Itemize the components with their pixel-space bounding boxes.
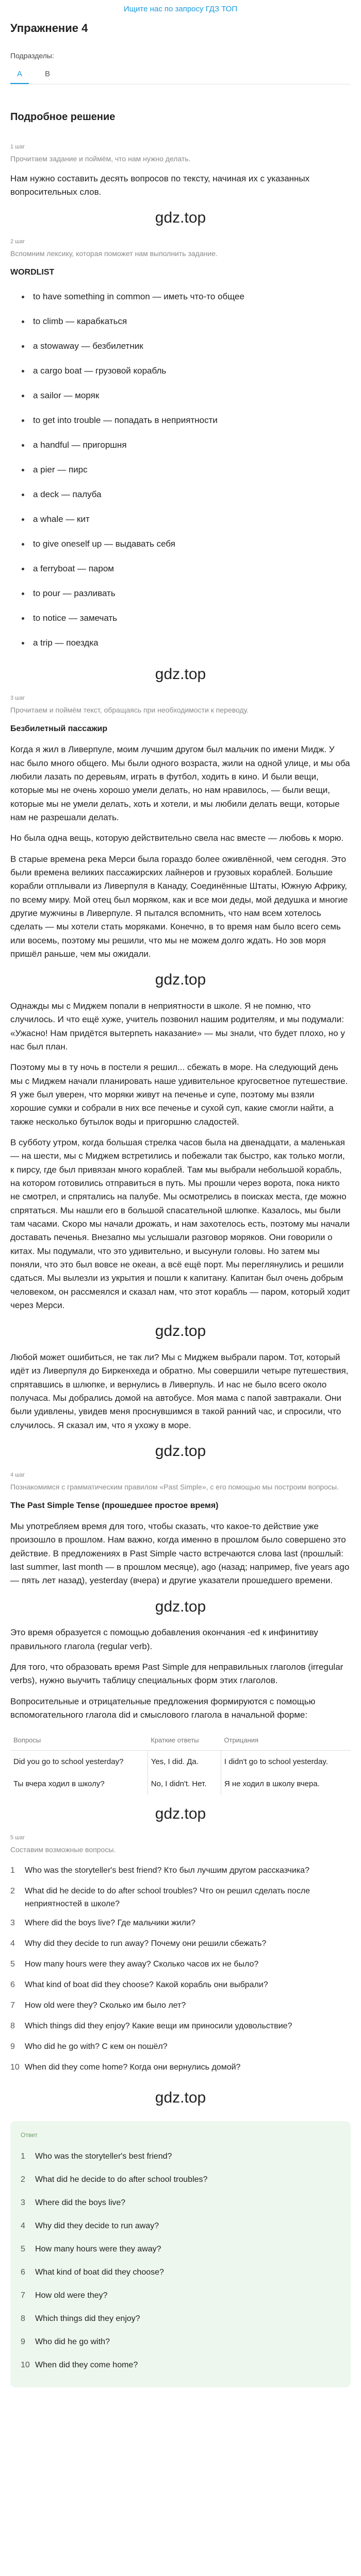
story-paragraph: Но была одна вещь, которую действительно свела нас вместе — любовь к морю.: [10, 833, 344, 843]
story-paragraph: Поэтому мы в ту ночь в постели я решил... сбежать в море. На следующий день мы с Миджем начали планировать наше удивительное кругосветное путешествие. Я уже был уверен, что моряки живут на печенье и супе, поэтому мы взяли хорошие сумки и собрали в них все печенье и сухой суп, какие смогли найти, а также несколько бутылок воды и пригоршню сладостей.: [10, 1062, 348, 1127]
list-item: a deck — палуба: [10, 482, 351, 507]
table-cell: I didn't go to school yesterday.: [224, 1757, 328, 1766]
table-cell: No, I didn't. Нет.: [147, 1773, 221, 1795]
list-item: a whale — кит: [10, 507, 351, 532]
list-item: 5 How many hours were they away? Сколько часов их не было?: [10, 1955, 351, 1976]
table-header: Отрицания: [221, 1731, 351, 1750]
step-2: [10, 238, 351, 656]
step-3: [10, 694, 351, 1432]
table-cell: Ты вчера ходил в школу?: [10, 1773, 147, 1795]
story-heading: Безбилетный пассажир: [10, 724, 108, 734]
step-description: Познакомимся с грамматическим правилом «Past Simple», с его помощью мы построим вопросы.: [10, 1482, 339, 1491]
list-item: a handful — пригоршня: [10, 433, 351, 457]
questions-list: [10, 1861, 351, 2079]
step-tag: 2 шаг: [10, 238, 25, 245]
story-paragraph: Когда я жил в Ливерпуле, моим лучшим другом был мальчик по имени Мидж. У нас было много общего. Мы были одного возраста, жили на одной улице, и мы оба любили лазать по деревьям, играть в футбол, ходить в кино. И были вещи, которые мы не очень хорошо умели делать, но нам нравилось, — были вещи, которые мы не умели делать, хоть и хотели, и мы любили делать вещи, которые нам не разрешали делать.: [10, 744, 350, 822]
step-description: Составим возможные вопросы.: [10, 1845, 116, 1854]
watermark: gdz.top: [155, 1443, 206, 1460]
grammar-heading: The Past Simple Tense (прошедшее простое время): [10, 1501, 219, 1511]
list-item: a sailor — моряк: [10, 383, 351, 408]
answer-text: How many hours were they away?: [35, 2245, 161, 2254]
answer-label: Ответ: [21, 2131, 38, 2139]
story-paragraph: В субботу утром, когда большая стрелка часов была на двенадцати, а маленькая — на шести, мы с Миджем встретились и побежали так быстро, как только могли, к пирсу, где был привязан много кораблей. Там мы выбрали небольшой корабль, на котором готовились отправиться в путь. Мы прошли через ворота, пока никто не смотрел, и спрятались на палубе. Мы осмотрелись в поисках места, где можно спрятаться. Мы нашли его в большой спасательной шлюпке. Казалось, мы были там часами. Скоро мы начали дрожать, и нам захотелось есть, поэтому мы начали доставать печенья. Внезапно мы услышали разговор моряков. Они говорили о китах. Мы подумали, что это удивительно, и высунули головы. Но затем мы поняли, что это был вовсе не океан, а всё ещё порт. Мы переглянулись и решили сдаться. Мы вылезли из укрытия и пошли к капитану. Капитан был очень добрым человеком, он рассмеялся и сказал нам, что этот корабль — паром, который ходит через Мерси.: [10, 1138, 350, 1311]
list-item: a ferryboat — паром: [10, 556, 351, 581]
subsection-tabs: [10, 66, 351, 84]
list-item: a trip — поездка: [10, 631, 351, 655]
story-paragraph: В старые времена река Мерси была гораздо более оживлённой, чем сегодня. Это были времена великих пассажирских лайнеров и грузовых кораблей. Большие корабли отплывали из Ливерпуля в Канаду, Соединённые Штаты, Южную Африку, по всему миру. Мой отец был моряком, как и все мои деды, мой дедушка и многие другие мужчины в Ливерпуле. Я пытался вспомнить, что нам всем хотелось сделать — мы хотели стать моряками. Конечно, в то время нам было всего семь или восемь, поэтому мы решили, что мы не можем долго ждать. Но зов моря пришёл раньше, чем мы ожидали.: [10, 854, 348, 959]
grammar-text: Это время образуется с помощью добавления окончания -ed к инфинитиву правильного глагола (regular verb).: [10, 1628, 318, 1651]
list-item: to get into trouble — попадать в неприятности: [10, 408, 351, 433]
question-text: When did they come home? Когда они вернулись домой?: [25, 2062, 241, 2072]
watermark: gdz.top: [155, 1805, 206, 1822]
list-item: to notice — замечать: [10, 606, 351, 631]
list-item: 8 Which things did they enjoy?: [21, 2308, 340, 2331]
step-description: Прочитаем и поймём текст, обращаясь при необходимости к переводу.: [10, 705, 249, 714]
question-text: Who did he go with? С кем он пошёл?: [25, 2042, 168, 2051]
answer-text: What did he decide to do after school troubles?: [35, 2175, 208, 2184]
question-text: How old were they? Сколько им было лет?: [25, 2001, 186, 2010]
wordlist-heading: WORDLIST: [10, 268, 55, 277]
list-item: 6 What kind of boat did they choose? Какой корабль они выбрали?: [10, 1976, 351, 1996]
step-tag: 1 шаг: [10, 143, 25, 150]
step-tag: 4 шаг: [10, 1471, 25, 1478]
question-text: What kind of boat did they choose? Какой корабль они выбрали?: [25, 1980, 268, 1989]
list-item: 6 What kind of boat did they choose?: [21, 2261, 340, 2284]
top-search-link[interactable]: Ищите нас по запросу ГДЗ ТОП: [123, 5, 238, 13]
question-text: How many hours were they away? Сколько часов их не было?: [25, 1959, 259, 1969]
list-item: to have something in common — иметь что-то общее: [10, 284, 351, 309]
step-description: Прочитаем задание и поймём, что нам нужно делать.: [10, 154, 191, 163]
table-header: Вопросы: [10, 1731, 147, 1750]
story-paragraph: Однажды мы с Миджем попали в неприятности в школе. Я не помню, что случилось. И что ещё хуже, учитель позвонил нашим родителям, и мы подумали: «Ужасно! Нам придётся вытерпеть наказание» — мы знали, что будет плохо, но у нас был план.: [10, 1001, 345, 1052]
table-row: [10, 1773, 351, 1795]
list-item: 10 When did they come home?: [21, 2354, 340, 2377]
list-item: 7 How old were they?: [21, 2284, 340, 2308]
list-item: 4 Why did they decide to run away?: [21, 2215, 340, 2238]
table-row: [10, 1750, 351, 1773]
step-tag: 5 шаг: [10, 1834, 25, 1841]
watermark: gdz.top: [155, 2089, 206, 2106]
grammar-table: [10, 1731, 351, 1795]
watermark: gdz.top: [155, 1323, 206, 1340]
question-text: Who was the storyteller's best friend? Кто был лучшим другом рассказчика?: [25, 1866, 309, 1875]
list-item: 8 Which things did they enjoy? Какие вещи им приносили удовольствие?: [10, 2017, 351, 2038]
watermark: gdz.top: [155, 666, 206, 683]
step-1: [10, 143, 351, 199]
table-cell: Я не ходил в школу вчера.: [224, 1779, 320, 1788]
question-text: Where did the boys live? Где мальчики жили?: [25, 1918, 195, 1927]
list-item: a stowaway — безбилетник: [10, 334, 351, 359]
question-text: What did he decide to do after school troubles? Что он решил сделать после неприятностей в школе?: [25, 1887, 310, 1909]
list-item: 2 What did he decide to do after school troubles? Что он решил сделать после неприятностей в школе?: [10, 1882, 351, 1914]
watermark: gdz.top: [155, 1598, 206, 1615]
list-item: 1 Who was the storyteller's best friend? Кто был лучшим другом рассказчика?: [10, 1861, 351, 1882]
grammar-text: Вопросительные и отрицательные предложения формируются с помощью вспомогательного глагола did и смыслового глагола в начальной форме:: [10, 1696, 316, 1720]
step-tag: 3 шаг: [10, 694, 25, 701]
list-item: 3 Where did the boys live? Где мальчики жили?: [10, 1914, 351, 1935]
step-text: Нам нужно составить десять вопросов по тексту, начиная их с указанных вопросительных слов.: [10, 173, 310, 197]
grammar-text: Мы употребляем время для того, чтобы сказать, что какое-то действие уже произошло в прошлом. Нам важно, когда именно в прошлом было совершено это действие. В предложениях в Past Simple часто встречаются слова last (прошлый: last summer, last month — в прошлом месяце), ago (назад; например, five years ago — пять лет назад), yesterday (вчера) и другие указатели прошедшего времени.: [10, 1521, 350, 1586]
list-item: to climb — карабкаться: [10, 309, 351, 334]
table-header: Краткие ответы: [147, 1731, 221, 1750]
answer-text: Why did they decide to run away?: [35, 2222, 159, 2231]
step-5: [10, 1834, 351, 2079]
answer-text: Who did he go with?: [35, 2337, 110, 2347]
list-item: to pour — разливать: [10, 581, 351, 606]
tab-b[interactable]: B: [44, 69, 50, 78]
watermark: gdz.top: [155, 971, 206, 989]
wordlist: [10, 284, 351, 655]
list-item: 9 Who did he go with? С кем он пошёл?: [10, 2038, 351, 2058]
answer-box: [10, 2121, 351, 2387]
list-item: to give oneself up — выдавать себя: [10, 532, 351, 556]
answer-text: How old were they?: [35, 2291, 108, 2300]
step-4: [10, 1471, 351, 1795]
list-item: 2 What did he decide to do after school troubles?: [21, 2168, 340, 2192]
list-item: a cargo boat — грузовой корабль: [10, 359, 351, 383]
page-title: Упражнение 4: [10, 22, 88, 35]
table-cell: Did you go to school yesterday?: [10, 1750, 147, 1773]
list-item: 3 Where did the boys live?: [21, 2192, 340, 2215]
watermark: gdz.top: [155, 209, 206, 227]
list-item: 1 Who was the storyteller's best friend?: [21, 2145, 340, 2168]
tab-a[interactable]: A: [10, 66, 29, 84]
solution-heading: Подробное решение: [10, 111, 116, 123]
list-item: 7 How old were they? Сколько им было лет?: [10, 1996, 351, 2017]
answers-list: [21, 2145, 340, 2377]
grammar-text: Для того, что образовать время Past Simple для неправильных глаголов (irregular verbs), нужно выучить таблицу специальных форм этих глаголов.: [10, 1662, 343, 1686]
subsections-label: Подразделы:: [10, 52, 54, 60]
list-item: 5 How many hours were they away?: [21, 2238, 340, 2261]
question-text: Which things did they enjoy? Какие вещи им приносили удовольствие?: [25, 2021, 292, 2030]
answer-text: Where did the boys live?: [35, 2198, 126, 2208]
answer-text: Which things did they enjoy?: [35, 2314, 140, 2324]
story-paragraph: Любой может ошибиться, не так ли? Мы с Миджем выбрали паром. Тот, который идёт из Ливерпуля до Биркенхеда и обратно. Мы совершили четыре путешествия, спрятавшись в шлюпке, и вернулись в Ливерпуль. И нас не было всего около получаса. Мы добрались домой на автобусе. Моя мама с папой завтракали. Они были удивлены, увидев меня проснувшимся в такой ранний час, и спросили, что случилось. Я сказал им, что я ухожу в море.: [10, 1352, 349, 1430]
step-description: Вспомним лексику, которая поможет нам выполнить задание.: [10, 249, 218, 258]
answer-text: Who was the storyteller's best friend?: [35, 2152, 172, 2161]
question-text: Why did they decide to run away? Почему они решили сбежать?: [25, 1939, 267, 1948]
list-item: 10 When did they come home? Когда они вернулись домой?: [10, 2058, 351, 2079]
table-cell: Yes, I did. Да.: [147, 1750, 221, 1773]
list-item: 9 Who did he go with?: [21, 2331, 340, 2354]
list-item: 4 Why did they decide to run away? Почему они решили сбежать?: [10, 1935, 351, 1955]
answer-text: What kind of boat did they choose?: [35, 2268, 164, 2277]
list-item: a pier — пирс: [10, 457, 351, 482]
answer-text: When did they come home?: [35, 2361, 138, 2370]
